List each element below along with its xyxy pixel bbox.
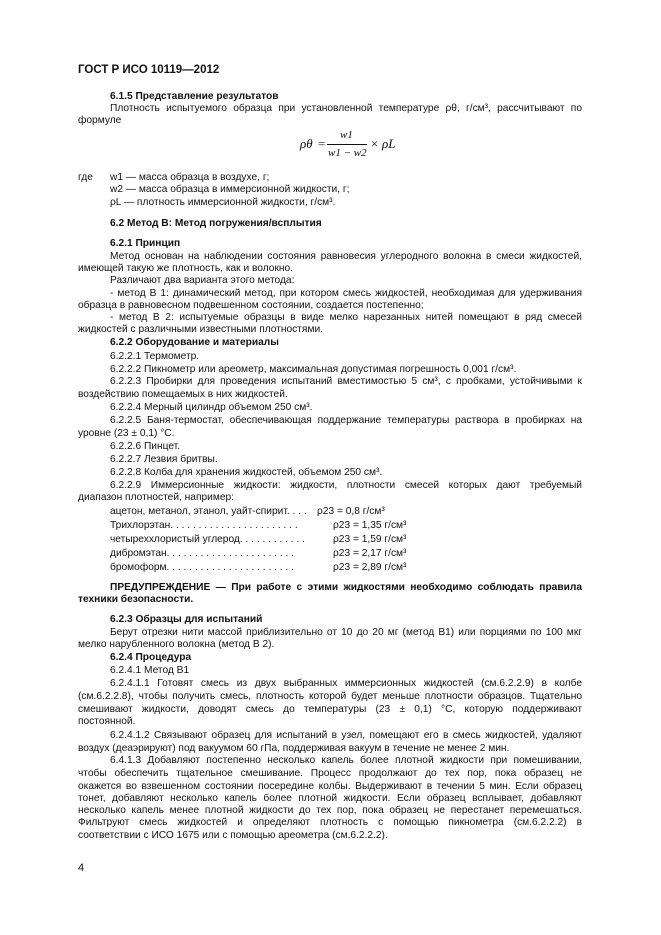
section-6-1-5-heading: 6.1.5 Представление результатов: [110, 91, 279, 102]
section-6-1-5-intro: Плотность испытуемого образца при установленной температуре ρθ, г/см³, рассчитывают по: [110, 103, 582, 114]
item-6-2-2-3: 6.2.2.3 Пробирки для проведения испытаний вместимостью 5 см³, с пробками, устойчивыми к: [110, 376, 582, 387]
item-6-2-2-8: 6.2.2.8 Колба для хранения жидкостей, объемом 250 см³.: [110, 467, 383, 478]
section-6-2-4-heading: 6.2.4 Процедура: [110, 652, 192, 663]
section-6-2-4-text: несколько капель менее плотной жидкости до тех пор, пока образец не перестанет перемешаться.: [78, 805, 582, 816]
section-6-2-2-heading: 6.2.2 Оборудование и материалы: [110, 337, 279, 348]
definition-w1: w1 — масса образца в воздухе, г;: [110, 172, 270, 183]
safety-warning: ПРЕДУПРЕЖДЕНИЕ — При работе с этими жидкостями необходимо соблюдать правила: [110, 582, 582, 593]
fraction-bar: [327, 144, 367, 145]
section-6-2-3-heading: 6.2.3 Образцы для испытаний: [110, 614, 263, 625]
safety-warning-cont: техники безопасности.: [78, 594, 194, 605]
liquid-density: ρ23 = 2,89 г/см³: [333, 562, 407, 573]
section-6-2-3-text: Берут отрезки нити массой приблизительно от 10 до 20 мг (метод В1) или порциями по 100 мкг: [110, 627, 582, 638]
definition-rho-l: ρL — плотность иммерсионной жидкости, г/см³.: [110, 197, 336, 208]
formula-equals: =: [318, 136, 326, 151]
item-6-2-2-6: 6.2.2.6 Пинцет.: [110, 441, 181, 452]
formula-multiplier: × ρL: [370, 136, 396, 151]
formula-lhs: ρθ: [300, 136, 313, 151]
liquid-name: Трихлорэтан. . . . . . . . . . . . . . . . . . . . . . .: [110, 520, 298, 531]
item-6-2-2-2: 6.2.2.2 Пикнометр или ареометр, максимальная допустимая погрешность 0,001 г/см³.: [110, 364, 517, 375]
section-6-2-4-text: 6.2.4.1 Метод В1: [110, 665, 190, 676]
item-6-2-2-5: 6.2.2.5 Баня-термостат, обеспечивающая поддержание температуры раствора в пробирках на: [110, 415, 582, 426]
section-6-2-3-text: мелко нарубленного волокна (метод В 2).: [78, 639, 275, 650]
section-6-2-4-text: 6.2.4.1.1 Готовят смесь из двух выбранных иммерсионных жидкостей (см.6.2.2.9) в колбе: [110, 678, 582, 689]
liquid-name: бромоформ. . . . . . . . . . . . . . . . . . . . . . .: [110, 562, 294, 573]
section-6-2-1-text: - метод В 2: испытуемые образцы в виде мелко нарезанных нитей помещают в ряд смесей: [110, 312, 582, 323]
section-6-2-4-text: 6.4.1.3 Добавляют постепенно несколько капель более плотной жидкости при помешивании,: [110, 755, 582, 766]
definition-w2: w2 — масса образца в иммерсионной жидкости, г;: [110, 184, 350, 195]
item-6-2-2-3-cont: воздействию помещаемых в них жидкостей.: [78, 389, 288, 400]
liquid-density: ρ23 = 1,35 г/см³: [333, 520, 407, 531]
section-6-2-4-text: чтобы обеспечить тщательное смешивание. Процесс продолжают до тех пор, пока образец не: [78, 768, 582, 779]
liquid-name: дибромэтан. . . . . . . . . . . . . . . . . . . . . . .: [110, 548, 294, 559]
item-6-2-2-5-cont: уровне (23 ± 0,1) °С.: [78, 428, 175, 439]
section-6-2-1-text: Метод основан на наблюдении состояния равновесия углеродного волокна в смеси жидкостей,: [110, 251, 582, 262]
item-6-2-2-9: 6.2.2.9 Иммерсионные жидкости: жидкости, плотности смесей которых дают требуемый: [110, 480, 582, 491]
section-6-2-4-text: 6.2.4.1.2 Связывают образец для испытаний в узел, помещают его в смесь жидкостей, удаляют: [110, 730, 582, 741]
liquid-name: ацетон, метанол, этанол, уайт-спирит. . . .: [110, 506, 307, 517]
section-6-2-heading: 6.2 Метод В: Метод погружения/всплытия: [110, 218, 322, 229]
section-6-2-4-text: соответствии с ИСО 1675 или с помощью ареометра (см.6.2.2.2).: [78, 830, 388, 841]
item-6-2-2-7: 6.2.2.7 Лезвия бритвы.: [110, 454, 218, 465]
formula-numerator: w1: [340, 129, 353, 141]
section-6-1-5-intro: формуле: [78, 115, 122, 126]
section-6-2-1-text: Различают два варианта этого метода:: [110, 275, 295, 286]
liquid-density: ρ23 = 2,17 г/см³: [333, 548, 407, 559]
page-number: 4: [78, 862, 85, 874]
section-6-2-4-text: постоянной.: [78, 716, 136, 727]
item-6-2-2-9-cont: диапазон плотностей, например:: [78, 492, 235, 503]
liquid-density: ρ23 = 0,8 г/см³: [317, 506, 385, 517]
liquid-name: четыреххлористый углерод. . . . . . . . . . . .: [110, 534, 305, 545]
section-6-2-1-text: жидкостей с различными известными плотностями.: [78, 324, 323, 335]
section-6-2-4-text: тонет, добавляют несколько капель более плотной жидкости. Если образец всплывает, добавляют: [78, 793, 582, 804]
section-6-2-1-text: имеющей такую же плотность, как и волокно.: [78, 263, 294, 274]
formula-denominator: w1 − w2: [328, 147, 367, 159]
document-header: ГОСТ Р ИСО 10119—2012: [78, 64, 220, 76]
section-6-2-1-text: образца в равновесном подвешенном состоянии, создается постепенно;: [78, 300, 424, 311]
section-6-2-4-text: Фильтруют смесь жидкостей и определяют плотность с помощью пикнометра (см.6.2.2.2) в: [78, 817, 582, 828]
item-6-2-2-4: 6.2.2.4 Мерный цилиндр объемом 250 см³.: [110, 402, 313, 413]
liquid-density: ρ23 = 1,59 г/см³: [333, 534, 407, 545]
section-6-2-4-text: воздух (деаэрируют) под вакуумом 60 гПа, поддерживая вакуум в течение не менее 2 мин.: [78, 743, 510, 754]
section-6-2-1-heading: 6.2.1 Принцип: [110, 238, 181, 249]
section-6-2-4-text: смешивают жидкости, доводят смесь до температуры (23 ± 0,1) °С, которую поддерживают: [78, 704, 582, 715]
section-6-2-4-text: окажется во взвешенном состоянии посередине колбы. Выдерживают в течении 5 мин. Если образец: [78, 781, 582, 792]
item-6-2-2-1: 6.2.2.1 Термометр.: [110, 351, 200, 362]
where-label: где: [78, 172, 93, 183]
section-6-2-1-text: - метод В 1: динамический метод, при котором смесь жидкостей, необходимая для удерживания: [110, 288, 582, 299]
section-6-2-4-text: (см.6.2.2.8), чтобы получить смесь, плотность которой будет меньше плотности образцов. Тщательно: [78, 691, 582, 702]
